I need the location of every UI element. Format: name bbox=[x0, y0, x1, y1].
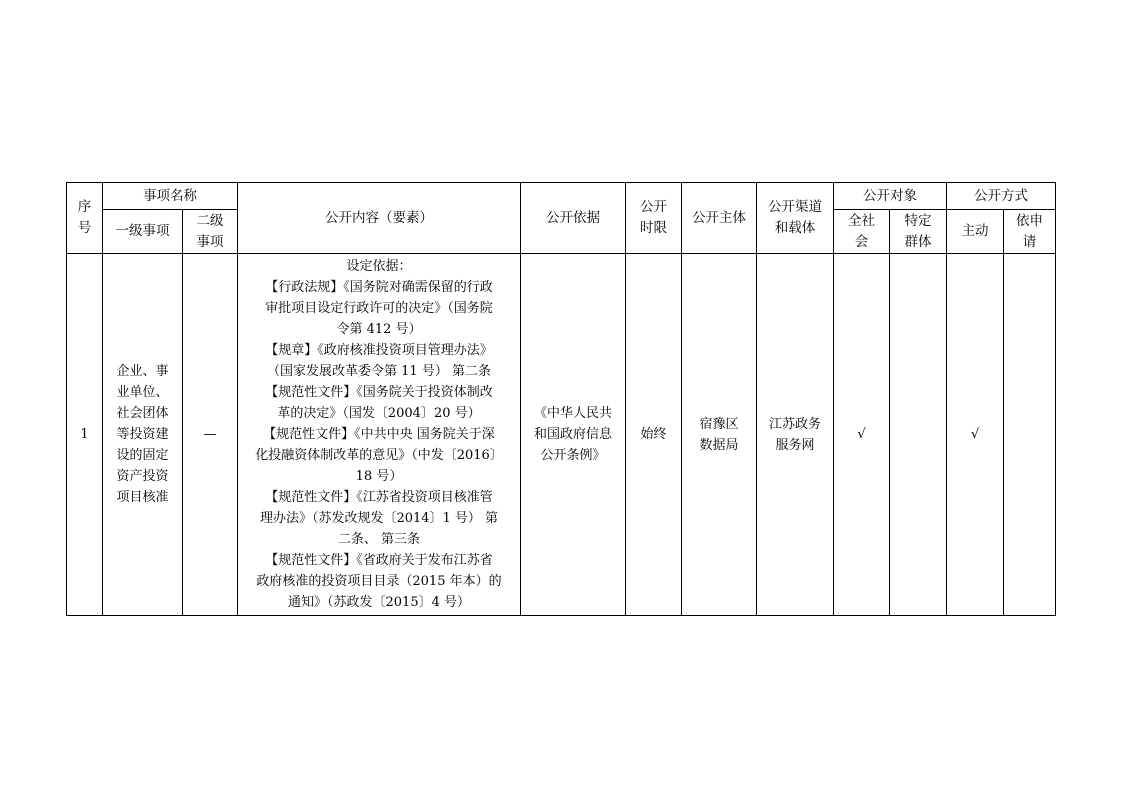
header-target: 公开对象 bbox=[834, 183, 947, 210]
row-subject: 宿豫区 数据局 bbox=[682, 254, 757, 616]
header-time-limit: 公开 时限 bbox=[626, 183, 682, 254]
table-row bbox=[67, 254, 1056, 616]
header-target-all: 全社 会 bbox=[834, 210, 890, 254]
header-item-name: 事项名称 bbox=[103, 183, 238, 210]
row-target-all-check: √ bbox=[834, 254, 890, 616]
header-content: 公开内容（要素） bbox=[238, 183, 521, 254]
row-level2: — bbox=[183, 254, 238, 616]
disclosure-table bbox=[66, 182, 1056, 616]
header-subject: 公开主体 bbox=[682, 183, 757, 254]
row-basis: 《中华人民共 和国政府信息 公开条例》 bbox=[521, 254, 626, 616]
header-basis: 公开依据 bbox=[521, 183, 626, 254]
header-level1: 一级事项 bbox=[103, 210, 183, 254]
row-time-limit: 始终 bbox=[626, 254, 682, 616]
header-seq: 序 号 bbox=[67, 183, 103, 254]
row-channel: 江苏政务 服务网 bbox=[757, 254, 834, 616]
row-content: 设定依据： 【行政法规】《国务院对确需保留的行政 审批项目设定行政许可的决定》（国务院 令第 412 号） 【规章】《政府核准投资项目管理办法》 （国家发展改革委令第 11 号） 第二条 【规范性文件】《国务院关于投资体制改 革的决定》（国发〔2004〕20 号） 【规范性文件】《中共中央 国务院关于深 化投融资体制改革的意见》（中发〔2016〕 18 号） 【规范性文件】《江苏省投资项目核准管 理办法》（苏发改规发〔2014〕1 号） 第 二条、 第三条 【规范性文件】《省政府关于发布江苏省 政府核准的投资项目目录（2015 年本）的 通知》（苏政发〔2015〕4 号） bbox=[238, 254, 521, 616]
header-method: 公开方式 bbox=[947, 183, 1056, 210]
row-method-request-check bbox=[1004, 254, 1056, 616]
row-target-specific-check bbox=[890, 254, 947, 616]
row-method-active-check: √ bbox=[947, 254, 1004, 616]
header-method-request: 依申 请 bbox=[1004, 210, 1056, 254]
header-level2: 二级 事项 bbox=[183, 210, 238, 254]
header-channel: 公开渠道 和载体 bbox=[757, 183, 834, 254]
row-seq: 1 bbox=[67, 254, 103, 616]
row-level1: 企业、事 业单位、 社会团体 等投资建 设的固定 资产投资 项目核准 bbox=[103, 254, 183, 616]
header-target-specific: 特定 群体 bbox=[890, 210, 947, 254]
header-method-active: 主动 bbox=[947, 210, 1004, 254]
